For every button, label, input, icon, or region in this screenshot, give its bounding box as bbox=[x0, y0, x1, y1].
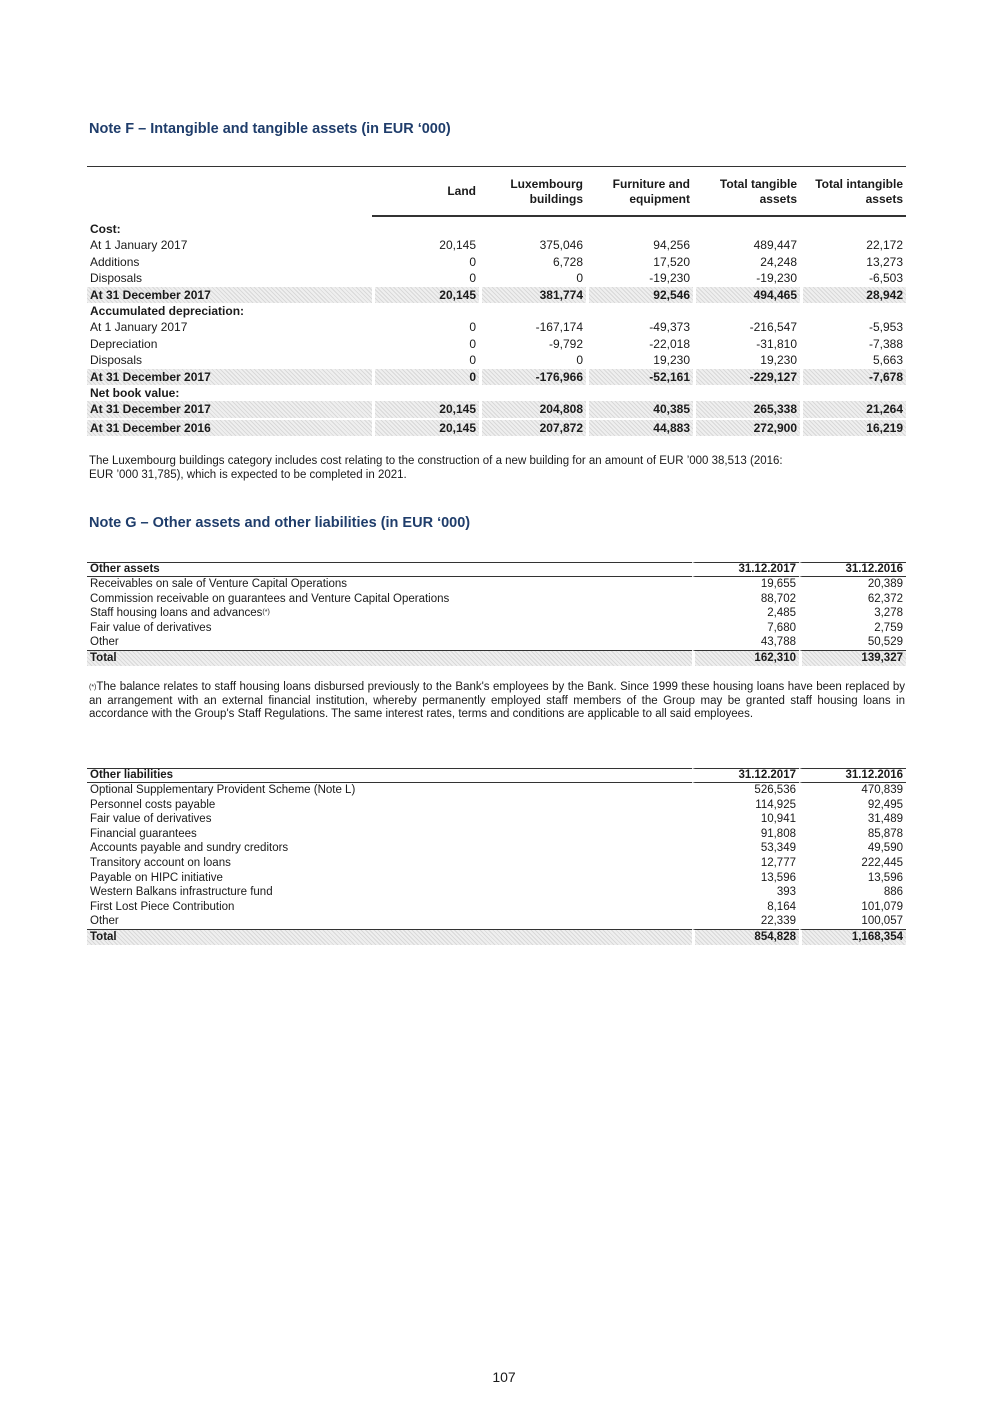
row-label-text: Receivables on sale of Venture Capital Operations bbox=[90, 578, 347, 590]
table-cell: -31,810 bbox=[756, 336, 797, 351]
table-cell: 22,172 bbox=[866, 238, 903, 253]
row-label bbox=[87, 841, 692, 856]
table-cell: 49,590 bbox=[867, 842, 903, 855]
row-label-text: Commission receivable on guarantees and Venture Capital Operations bbox=[90, 592, 450, 605]
row-label: At 1 January 2017 bbox=[90, 320, 188, 335]
row-label-text: Staff housing loans and advances bbox=[90, 607, 263, 620]
col-header-2017: 31.12.2017 bbox=[692, 562, 799, 577]
table-row bbox=[87, 885, 906, 900]
footnote-marker: (*) bbox=[262, 609, 270, 617]
table-cell: 20,145 bbox=[372, 420, 479, 436]
table-cell: 222,445 bbox=[861, 856, 903, 869]
table-cell: 489,447 bbox=[753, 238, 797, 253]
section-label: Accumulated depreciation: bbox=[90, 304, 245, 319]
table-cell: -9,792 bbox=[548, 336, 583, 351]
row-label bbox=[87, 900, 692, 915]
row-label: Depreciation bbox=[90, 336, 158, 351]
table-cell: 94,256 bbox=[653, 238, 690, 253]
table-cell: 13,596 bbox=[867, 871, 903, 884]
table-cell: 6,728 bbox=[552, 254, 583, 269]
table-cell: 0 bbox=[469, 336, 476, 351]
col-header-luxembourg-buildings: Luxembourg buildings bbox=[479, 166, 586, 217]
table-cell: 2,759 bbox=[874, 621, 903, 634]
table-cell: 17,520 bbox=[653, 254, 690, 269]
section-label: Cost: bbox=[90, 222, 121, 236]
table-cell: 20,389 bbox=[867, 578, 903, 590]
col-header-2016: 31.12.2016 bbox=[799, 562, 906, 577]
subtotal-row bbox=[87, 401, 906, 417]
subtotal-row bbox=[87, 420, 906, 436]
subtotal-row bbox=[87, 287, 906, 303]
section-row-cost bbox=[87, 217, 906, 237]
table-cell: 101,079 bbox=[861, 900, 903, 913]
note-g-title: Note G – Other assets and other liabilities (in EUR ‘000) bbox=[89, 515, 471, 531]
row-label-text: Other bbox=[90, 636, 119, 649]
table-row bbox=[87, 812, 906, 827]
table-row bbox=[87, 592, 906, 607]
col-header-2016: 31.12.2016 bbox=[799, 768, 906, 783]
table-row bbox=[87, 798, 906, 813]
total-cell: 854,828 bbox=[692, 929, 799, 945]
table-cell: 272,900 bbox=[693, 420, 800, 436]
table-cell: 31,489 bbox=[867, 813, 903, 826]
table-cell: 0 bbox=[576, 271, 583, 286]
row-label bbox=[87, 592, 692, 607]
table-row bbox=[87, 635, 906, 650]
table-cell: 91,808 bbox=[760, 827, 796, 840]
row-label-text: Financial guarantees bbox=[90, 827, 197, 840]
note-f-header-blank bbox=[87, 166, 372, 217]
row-label-text: Accounts payable and sundry creditors bbox=[90, 842, 289, 855]
row-label: At 31 December 2017 bbox=[87, 287, 372, 303]
page-number: 107 bbox=[492, 1369, 516, 1385]
table-cell: 92,495 bbox=[867, 798, 903, 811]
table-row bbox=[87, 841, 906, 856]
row-label bbox=[87, 783, 692, 798]
col-header-land: Land bbox=[372, 166, 479, 217]
row-label bbox=[87, 885, 692, 900]
table-cell: 886 bbox=[883, 886, 903, 899]
table-cell: 0 bbox=[469, 254, 476, 269]
table-cell: 207,872 bbox=[479, 420, 586, 436]
table-cell: 114,925 bbox=[755, 798, 796, 811]
table-cell: 22,339 bbox=[760, 915, 796, 928]
row-label-text: Fair value of derivatives bbox=[90, 813, 212, 826]
row-label bbox=[87, 856, 692, 871]
table-cell: 44,883 bbox=[586, 420, 693, 436]
table-cell: 3,278 bbox=[874, 607, 903, 620]
table-cell: -49,373 bbox=[649, 320, 690, 335]
row-label-text: Transitory account on loans bbox=[90, 856, 231, 869]
table-cell: 2,485 bbox=[767, 607, 796, 620]
row-label: Additions bbox=[90, 254, 140, 269]
table-row bbox=[87, 606, 906, 621]
table-row bbox=[87, 577, 906, 592]
table-cell: 62,372 bbox=[867, 592, 903, 605]
table-cell: 24,248 bbox=[760, 254, 797, 269]
note-f-explanation-line: EUR ’000 31,785), which is expected to be completed in 2021. bbox=[89, 468, 407, 481]
row-label: Disposals bbox=[90, 271, 143, 286]
row-label: At 31 December 2016 bbox=[87, 420, 372, 436]
note-f-explanation-line: The Luxembourg buildings category includes cost relating to the construction of a new building for an amount of EUR ’000 38,513 (2016: bbox=[89, 455, 783, 467]
footnote-text: The balance relates to staff housing loans disbursed previously to the Bank's employees by the Bank. Since 1999 these housing loans have been replaced by an arrangement with an external financial institution, whereby permanently employed staff members of the Group may be granted staff housing loans in accordance with the Group's Staff Regulations. The same interest rates, terms and conditions are applicable to all said employees. bbox=[89, 681, 905, 720]
table-cell: -19,230 bbox=[756, 271, 797, 286]
table-row bbox=[87, 254, 906, 270]
total-row bbox=[87, 650, 906, 666]
table-cell: 88,702 bbox=[760, 592, 796, 605]
row-label-text: Personnel costs payable bbox=[90, 798, 216, 811]
other-liabilities-table bbox=[87, 768, 906, 945]
table-cell: -216,547 bbox=[749, 320, 797, 335]
note-f-table bbox=[87, 166, 906, 436]
footnote-marker: (*) bbox=[89, 684, 97, 691]
row-label bbox=[87, 635, 692, 650]
total-label: Total bbox=[87, 929, 692, 945]
table-cell: 8,164 bbox=[767, 900, 796, 913]
table-cell: -167,174 bbox=[535, 320, 583, 335]
table-row bbox=[87, 237, 906, 253]
row-label bbox=[87, 871, 692, 886]
table-cell: -7,388 bbox=[868, 336, 903, 351]
table-row bbox=[87, 856, 906, 871]
table-cell: 20,145 bbox=[372, 401, 479, 417]
row-label-text: Other bbox=[90, 915, 119, 928]
row-label-text: Payable on HIPC initiative bbox=[90, 871, 223, 884]
row-label bbox=[87, 914, 692, 929]
table-cell: 85,878 bbox=[867, 827, 903, 840]
table-cell: -6,503 bbox=[868, 271, 903, 286]
table-cell: 0 bbox=[469, 320, 476, 335]
total-row bbox=[87, 929, 906, 945]
table-cell: 19,230 bbox=[653, 353, 690, 368]
table-cell: 40,385 bbox=[586, 401, 693, 417]
table-cell: -19,230 bbox=[649, 271, 690, 286]
table-cell: 13,596 bbox=[760, 871, 796, 884]
other-assets-table bbox=[87, 562, 906, 666]
col-header-2017: 31.12.2017 bbox=[692, 768, 799, 783]
table-row bbox=[87, 319, 906, 335]
note-f-title: Note F – Intangible and tangible assets (in EUR ‘000) bbox=[89, 121, 451, 137]
table-cell: 100,057 bbox=[861, 915, 903, 928]
table-cell: -229,127 bbox=[693, 369, 800, 385]
col-header-total-intangible: Total intangible assets bbox=[800, 166, 906, 217]
table-row bbox=[87, 336, 906, 352]
row-label-text: Optional Supplementary Provident Scheme (Note L) bbox=[90, 784, 356, 796]
table-cell: 494,465 bbox=[693, 287, 800, 303]
table-cell: 16,219 bbox=[800, 420, 906, 436]
table-cell: 19,230 bbox=[760, 353, 797, 368]
row-label: At 31 December 2017 bbox=[87, 369, 372, 385]
table-cell: 381,774 bbox=[479, 287, 586, 303]
total-cell: 139,327 bbox=[799, 650, 906, 666]
table-cell: 0 bbox=[576, 353, 583, 368]
note-f-body bbox=[87, 217, 906, 436]
table-cell: 92,546 bbox=[586, 287, 693, 303]
table-cell: 265,338 bbox=[693, 401, 800, 417]
col-header-total-tangible: Total tangible assets bbox=[693, 166, 800, 217]
row-label-text: Fair value of derivatives bbox=[90, 621, 212, 634]
table-row bbox=[87, 914, 906, 929]
table-cell: -22,018 bbox=[649, 336, 690, 351]
section-row-net bbox=[87, 385, 906, 401]
row-label: Disposals bbox=[90, 353, 143, 368]
row-label bbox=[87, 798, 692, 813]
note-f-header-row bbox=[87, 166, 906, 217]
row-label bbox=[87, 812, 692, 827]
other-assets-body bbox=[87, 577, 906, 666]
table-cell: -52,161 bbox=[586, 369, 693, 385]
other-assets-header: Other assets bbox=[87, 562, 692, 577]
table-cell: 12,777 bbox=[760, 856, 796, 869]
table-cell: 53,349 bbox=[760, 842, 796, 855]
table-cell: 375,046 bbox=[539, 238, 583, 253]
table-cell: 21,264 bbox=[800, 401, 906, 417]
table-cell: 204,808 bbox=[479, 401, 586, 417]
table-cell: 20,145 bbox=[372, 287, 479, 303]
table-cell: -5,953 bbox=[868, 320, 903, 335]
table-cell: 0 bbox=[469, 353, 476, 368]
other-liabilities-header-row bbox=[87, 768, 906, 783]
table-row bbox=[87, 827, 906, 842]
table-cell: 5,663 bbox=[872, 353, 903, 368]
table-cell: 7,680 bbox=[767, 621, 796, 634]
table-cell: 10,941 bbox=[760, 813, 796, 826]
row-label-text: First Lost Piece Contribution bbox=[90, 900, 235, 913]
row-label bbox=[87, 606, 692, 621]
staff-housing-footnote bbox=[89, 681, 905, 722]
row-label bbox=[87, 577, 692, 592]
total-label: Total bbox=[87, 650, 692, 666]
row-label bbox=[87, 621, 692, 636]
table-cell: 0 bbox=[372, 369, 479, 385]
table-row bbox=[87, 783, 906, 798]
table-cell: 50,529 bbox=[867, 636, 903, 649]
other-liabilities-header: Other liabilities bbox=[87, 768, 692, 783]
table-cell: -7,678 bbox=[800, 369, 906, 385]
total-cell: 1,168,354 bbox=[799, 929, 906, 945]
other-assets-header-row bbox=[87, 562, 906, 577]
row-label bbox=[87, 827, 692, 842]
row-label: At 31 December 2017 bbox=[87, 401, 372, 417]
other-liabilities-body bbox=[87, 783, 906, 945]
total-cell: 162,310 bbox=[692, 650, 799, 666]
table-cell: 43,788 bbox=[760, 636, 796, 649]
table-cell: 470,839 bbox=[861, 784, 903, 796]
table-row bbox=[87, 871, 906, 886]
col-header-furniture-equipment: Furniture and equipment bbox=[586, 166, 693, 217]
subtotal-row bbox=[87, 369, 906, 385]
note-f-explanation bbox=[89, 455, 905, 482]
section-label: Net book value: bbox=[90, 386, 180, 401]
table-cell: 393 bbox=[776, 886, 796, 899]
table-cell: 19,655 bbox=[760, 578, 796, 590]
table-cell: -176,966 bbox=[479, 369, 586, 385]
table-cell: 20,145 bbox=[439, 238, 476, 253]
section-row-accumulated bbox=[87, 303, 906, 319]
table-row bbox=[87, 900, 906, 915]
row-label: At 1 January 2017 bbox=[90, 238, 188, 253]
table-row bbox=[87, 621, 906, 636]
row-label-text: Western Balkans infrastructure fund bbox=[90, 886, 273, 899]
table-row bbox=[87, 352, 906, 368]
table-cell: 28,942 bbox=[800, 287, 906, 303]
table-cell: 13,273 bbox=[866, 254, 903, 269]
table-cell: 526,536 bbox=[754, 784, 796, 796]
table-cell: 0 bbox=[469, 271, 476, 286]
table-row bbox=[87, 270, 906, 286]
